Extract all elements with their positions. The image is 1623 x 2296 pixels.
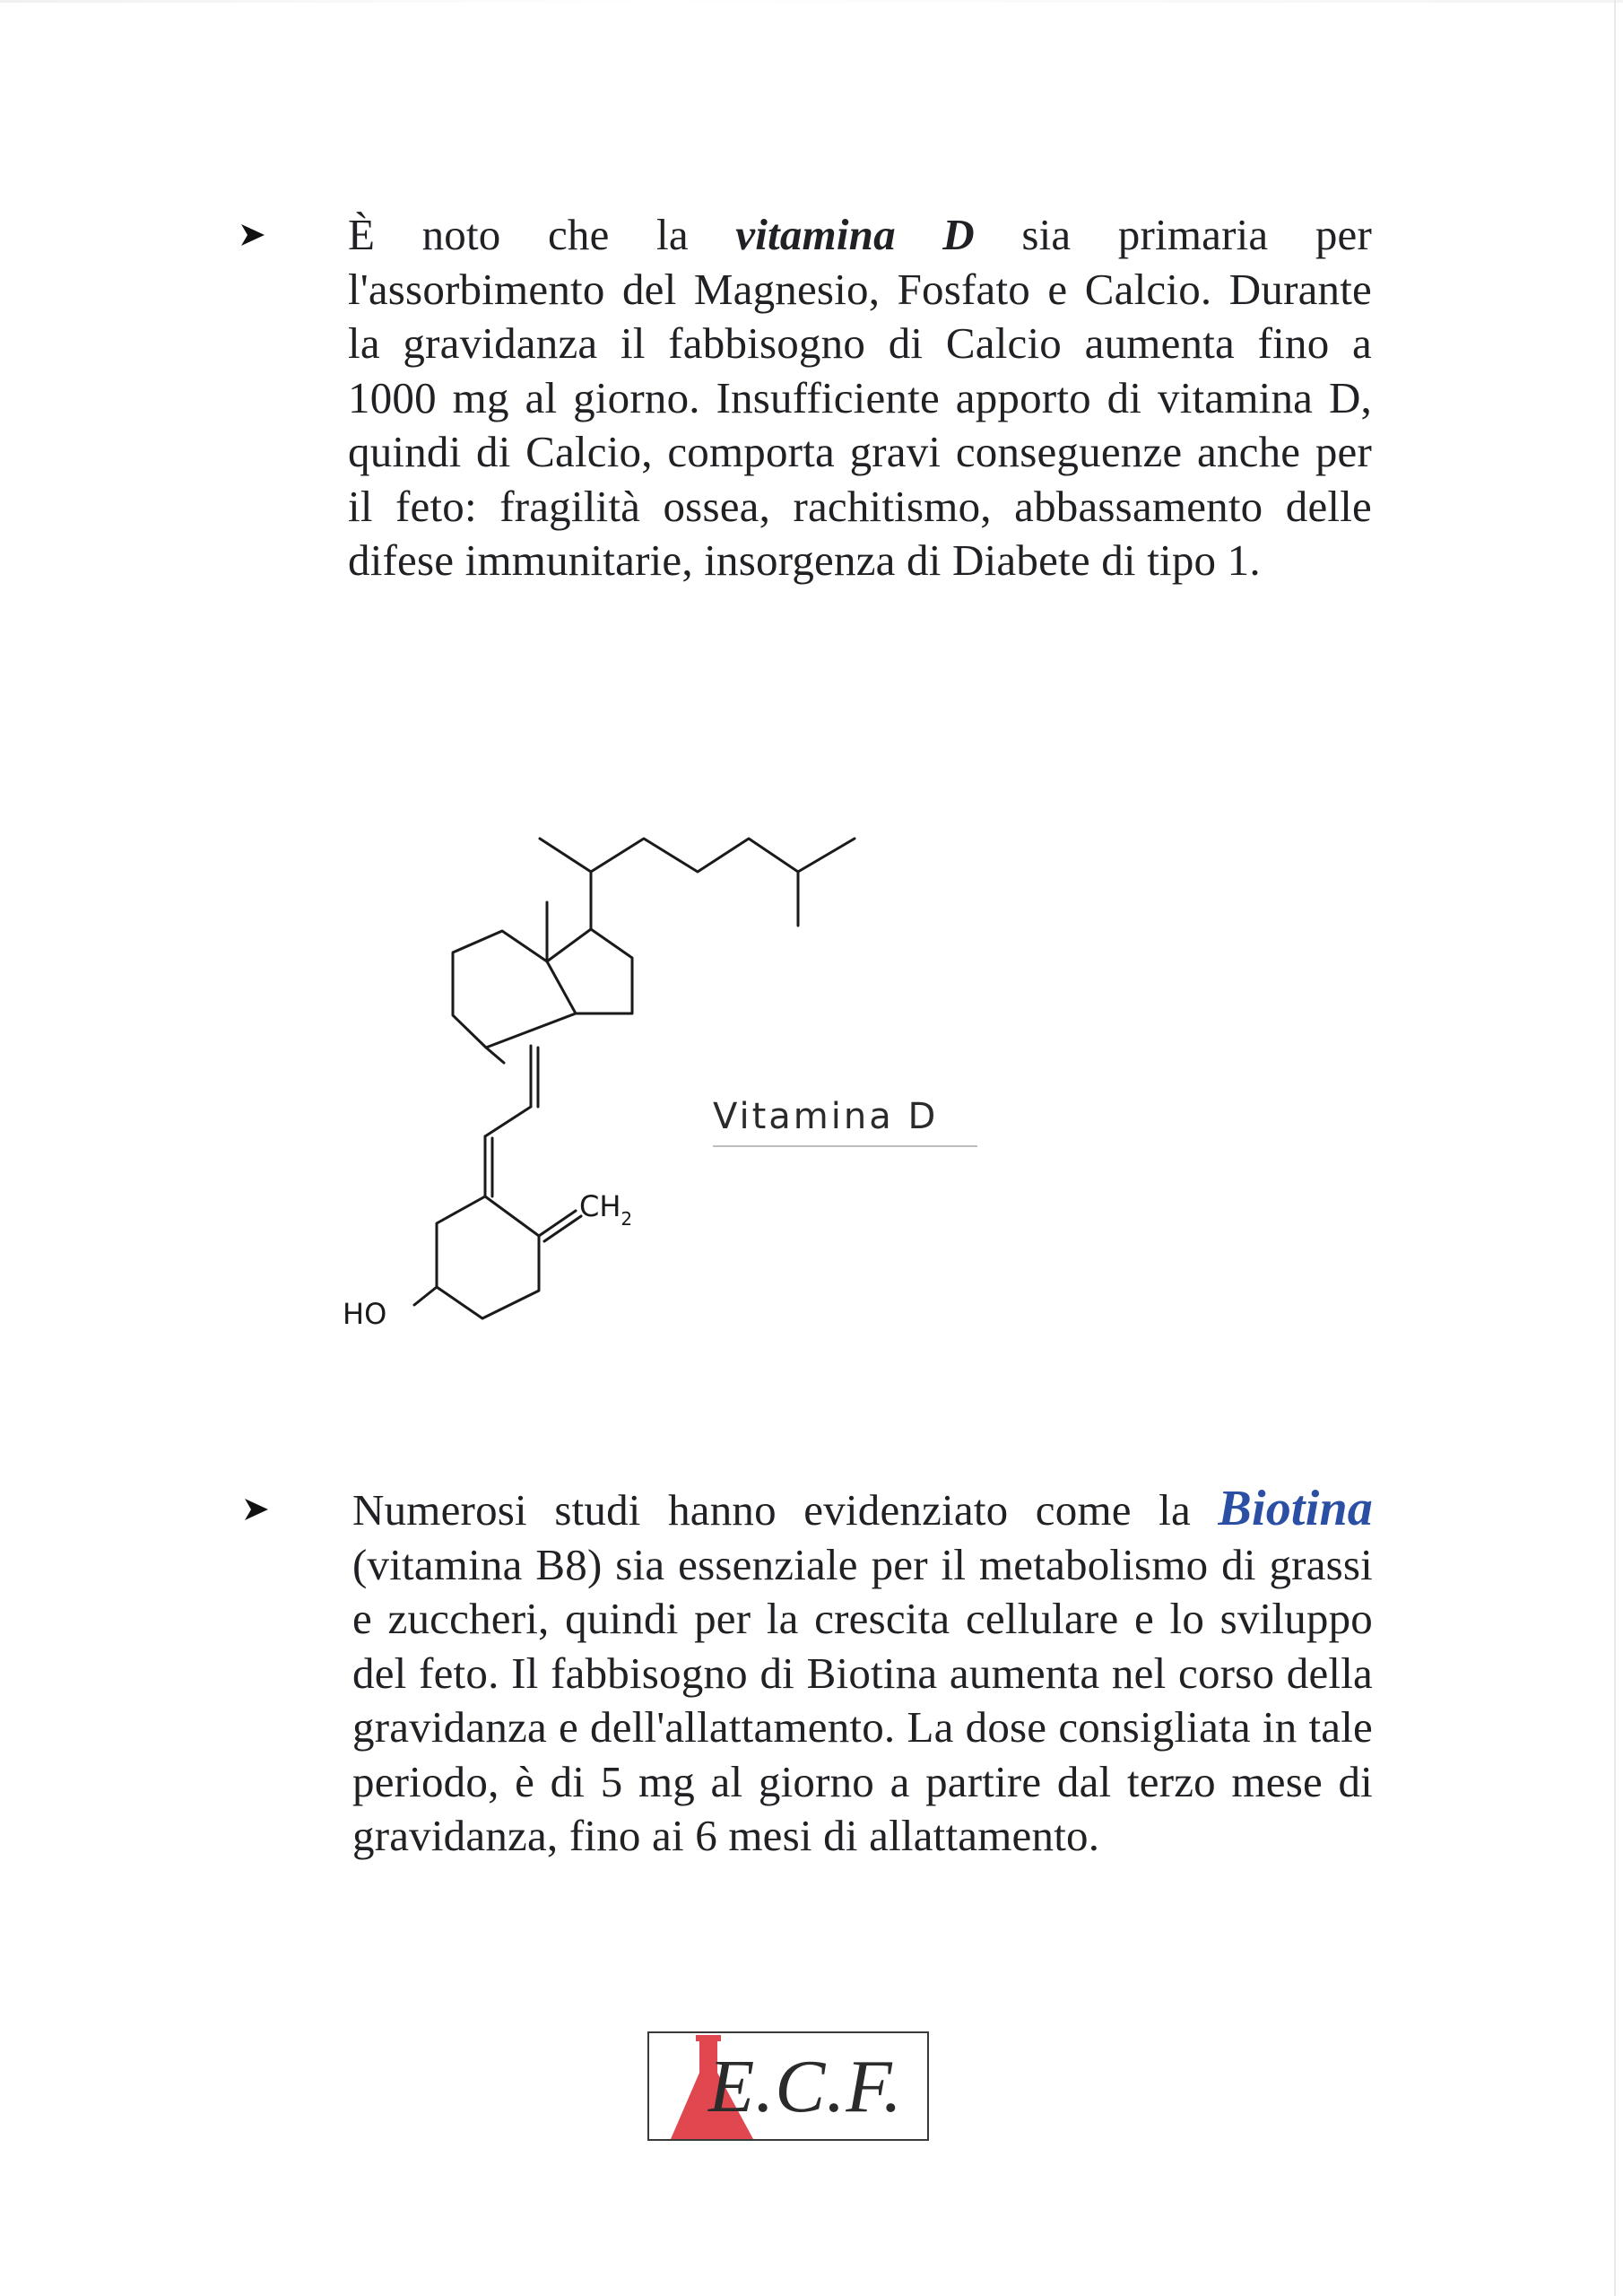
arrow-bullet-icon xyxy=(244,1498,269,1521)
ho-label: HO xyxy=(343,1297,387,1331)
paragraph-first-line xyxy=(352,1482,1373,1538)
paragraph-body: (vitamina B8) sia essenziale per il metabolismo di grassi e zuccheri, quindi per la crescita cellulare e lo sviluppo del feto. Il fabbisogno di Biotina aumenta nel corso della gravidanza e dell'allattamento. La dose consigliata in tale periodo, è di 5 mg al giorno a partire dal terzo mese di gravidanza, fino ai 6 mesi di allattamento. xyxy=(352,1539,1373,1860)
vitamin-d-structure-diagram xyxy=(332,816,977,1345)
paragraph-body: l'assorbimento del Magnesio, Fosfato e Calcio. Durante la gravidanza il fabbisogno di Calcio aumenta fino a 1000 mg al giorno. Insufficiente apporto di vitamina D, quindi di Calcio, comporta gravi conseguenze anche per il feto: fragilità ossea, rachitismo, abbassamento delle difese immunitarie, insorgenza di Diabete di tipo 1. xyxy=(348,264,1372,585)
molecule-caption: Vitamina D xyxy=(713,1096,939,1137)
scan-edge-top xyxy=(0,0,1623,3)
text-run: Numerosi studi hanno evidenziato come la xyxy=(352,1485,1219,1535)
paragraph-vitamin-d xyxy=(348,208,1372,588)
ecf-logo xyxy=(647,2031,929,2141)
scan-edge-right xyxy=(1614,0,1616,2296)
arrow-bullet-icon xyxy=(240,223,265,247)
emphasis-biotina: Biotina xyxy=(1218,1481,1373,1536)
emphasis-vitamina-d: vitamina D xyxy=(735,210,975,259)
text-run: sia primaria per xyxy=(974,210,1373,259)
text-run: È noto che la xyxy=(348,210,736,259)
paragraph-first-line xyxy=(348,208,1372,263)
ch2-label: $CH_2$ xyxy=(579,1189,633,1230)
caption-underline xyxy=(713,1145,977,1147)
logo-text: E.C.F. xyxy=(708,2045,903,2128)
paragraph-biotina xyxy=(352,1482,1373,1864)
